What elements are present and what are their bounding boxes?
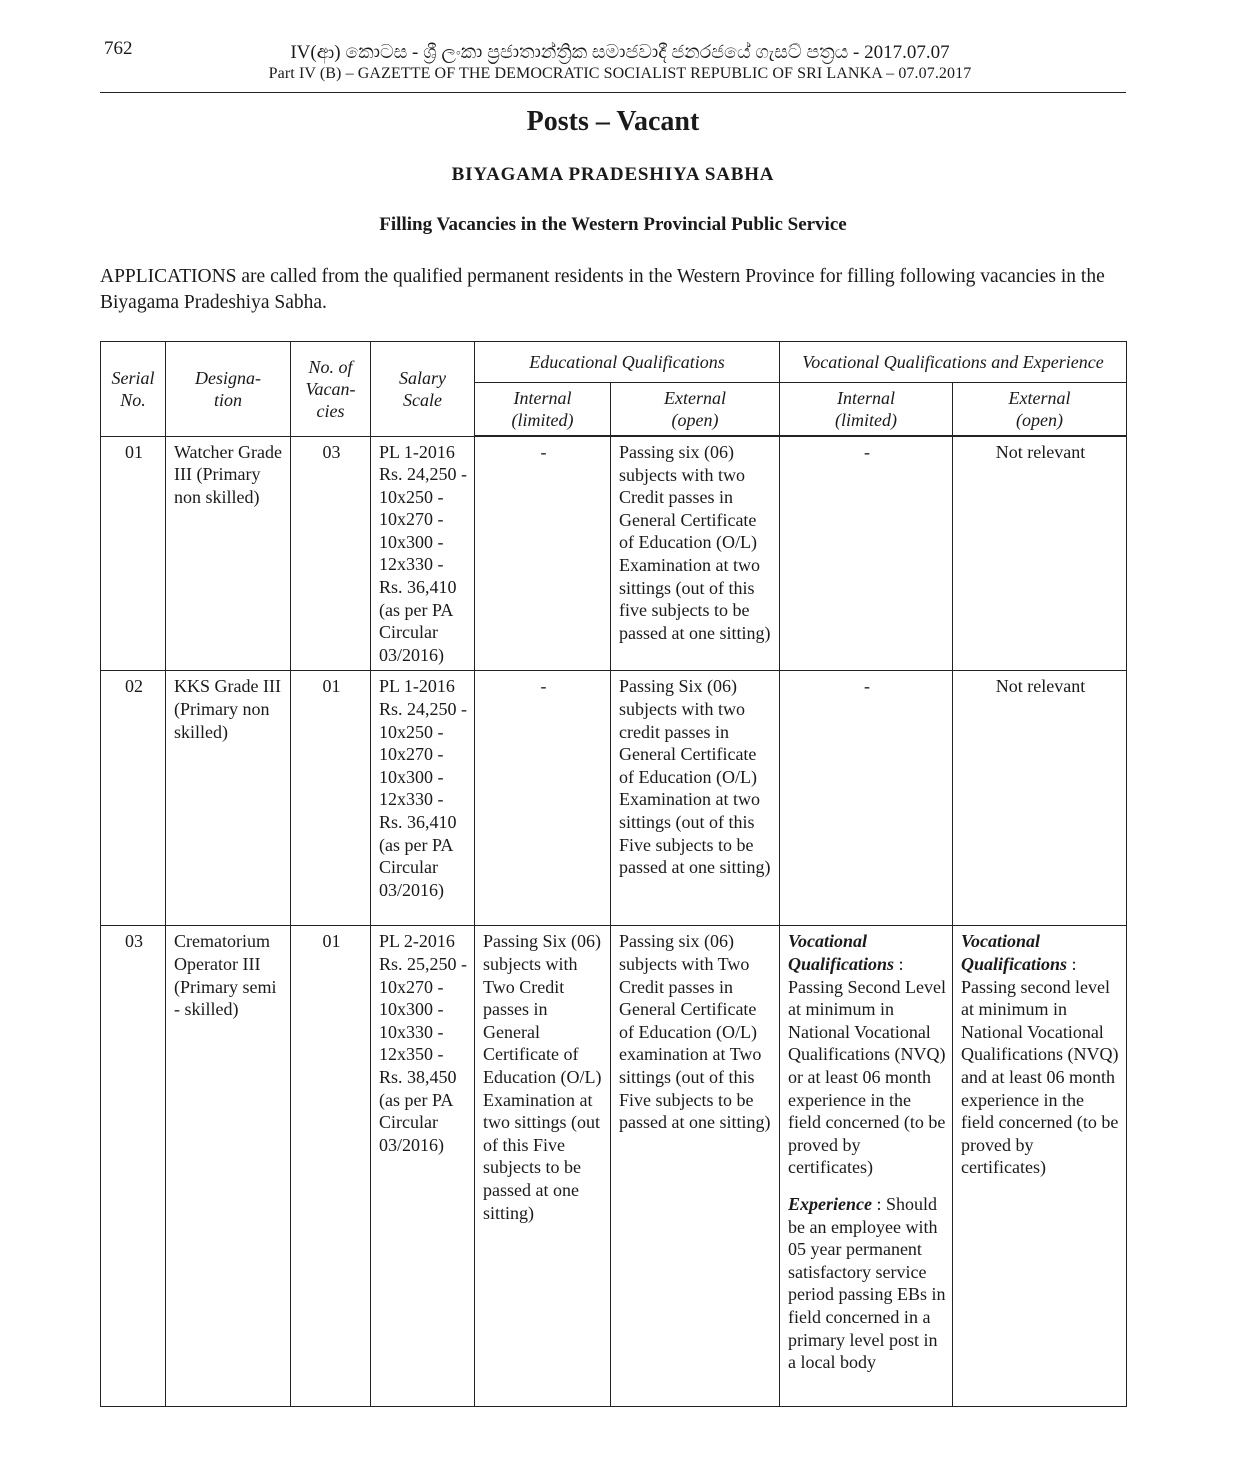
table-row [101,671,1127,926]
header-vocational-qualifications: Vocational Qualifications and Experience [780,342,1127,383]
voc-internal-cell: Vocational Qualifications : Passing Second Level at minimum in National Vocational Qualifications (NVQ) or at least 06 month experience in the field concerned (to be proved by certificates) Experience : Should be an employee with 05 year permanent satisfactory service period passing EBs in field concerned in a primary level post in a local body [780,926,953,1407]
header-educational-qualifications: Educational Qualifications [475,342,780,383]
notice-subtitle: Filling Vacancies in the Western Provincial Public Service [379,214,847,235]
edu-external-cell: Passing Six (06) subjects with two credit passes in General Certificate of Education (O/L) Examination at two sittings (out of this Five subjects to be passed at one sitting) [611,671,780,926]
vacancies-cell: 01 [291,926,371,1407]
table-row [101,926,1127,1407]
voc-internal-cell: - [780,436,953,671]
voc-external-cell: Not relevant [953,671,1127,926]
header-salary-scale: Salary Scale [371,342,475,437]
header-designation: Designa- tion [166,342,291,437]
vocational-qualifications-text: Passing second level at minimum in National Vocational Qualifications (NVQ) and at least 06 month experience in the field concerned (to be proved by certificates) [961,976,1119,1178]
header-edu-external: External (open) [611,383,780,437]
vocational-qualifications-label: Vocational Qualifications [961,931,1068,975]
edu-internal-cell: - [475,436,611,671]
voc-external-cell: Vocational Qualifications : Passing second level at minimum in National Vocational Qualifications (NVQ) and at least 06 month experience in the field concerned (to be proved by certificates) [953,926,1127,1407]
edu-internal-cell: Passing Six (06) subjects with Two Credit passes in General Certificate of Education (O/L) Examination at two sittings (out of this Five subjects to be passed at one sitting) [475,926,611,1407]
salary-cell: PL 2-2016 Rs. 25,250 - 10x270 - 10x300 - 10x330 - 12x350 - Rs. 38,450 (as per PA Circular 03/2016) [371,926,475,1407]
edu-external-cell: Passing six (06) subjects with Two Credit passes in General Certificate of Education (O/L) examination at Two sittings (out of this Five subjects to be passed at one sitting) [611,926,780,1407]
edu-internal-cell: - [475,671,611,926]
voc-internal-cell: - [780,671,953,926]
page-number: 762 [104,38,133,59]
designation-cell: Watcher Grade III (Primary non skilled) [166,436,291,671]
gazette-header-english: Part IV (B) – GAZETTE OF THE DEMOCRATIC SOCIALIST REPUBLIC OF SRI LANKA – 07.07.2017 [268,65,972,82]
gazette-header-sinhala: IV(ආ) කොටස - ශ්‍රී ලංකා ප්‍රජාතාන්ත්‍රික සමාජවාදී ජනරජයේ ගැසට් පත්‍රය - 2017.07.07 [290,42,950,63]
vacancies-cell: 01 [291,671,371,926]
designation-cell: KKS Grade III (Primary non skilled) [166,671,291,926]
salary-cell: PL 1-2016 Rs. 24,250 - 10x250 - 10x270 - 10x300 - 12x330 - Rs. 36,410 (as per PA Circular 03/2016) [371,436,475,671]
serial-cell: 01 [101,436,166,671]
experience-label: Experience [788,1193,872,1214]
header-edu-internal: Internal (limited) [475,383,611,437]
voc-external-cell: Not relevant [953,436,1127,671]
organization-name: BIYAGAMA PRADESHIYA SABHA [451,164,775,185]
header-divider [100,92,1126,93]
header-voc-external: External (open) [953,383,1127,437]
edu-external-cell: Passing six (06) subjects with two Credit passes in General Certificate of Education (O/L) Examination at two sittings (out of this five subjects to be passed at one sitting) [611,436,780,671]
serial-cell: 02 [101,671,166,926]
header-voc-internal: Internal (limited) [780,383,953,437]
table-row [101,436,1127,671]
vacancies-cell: 03 [291,436,371,671]
vocational-qualifications-label: Vocational Qualifications [788,931,895,975]
header-serial: Serial No. [101,342,166,437]
designation-cell: Crematorium Operator III (Primary semi - skilled) [166,926,291,1407]
intro-paragraph: APPLICATIONS are called from the qualified permanent residents in the Western Province for filling following vacancies in the Biyagama Pradeshiya Sabha. [100,266,1105,313]
serial-cell: 03 [101,926,166,1407]
header-vacancies: No. of Vacan- cies [291,342,371,437]
page-title: Posts – Vacant [526,106,700,137]
vacancies-table [100,341,1127,1407]
salary-cell: PL 1-2016 Rs. 24,250 - 10x250 - 10x270 - 10x300 - 12x330 - Rs. 36,410 (as per PA Circular 03/2016) [371,671,475,926]
vocational-qualifications-text: Passing Second Level at minimum in National Vocational Qualifications (NVQ) or at least 06 month experience in the field concerned (to be proved by certificates) [788,976,946,1178]
experience-text: Should be an employee with 05 year permanent satisfactory service period passing EBs in field concerned in a primary level post in a local body [788,1193,946,1373]
